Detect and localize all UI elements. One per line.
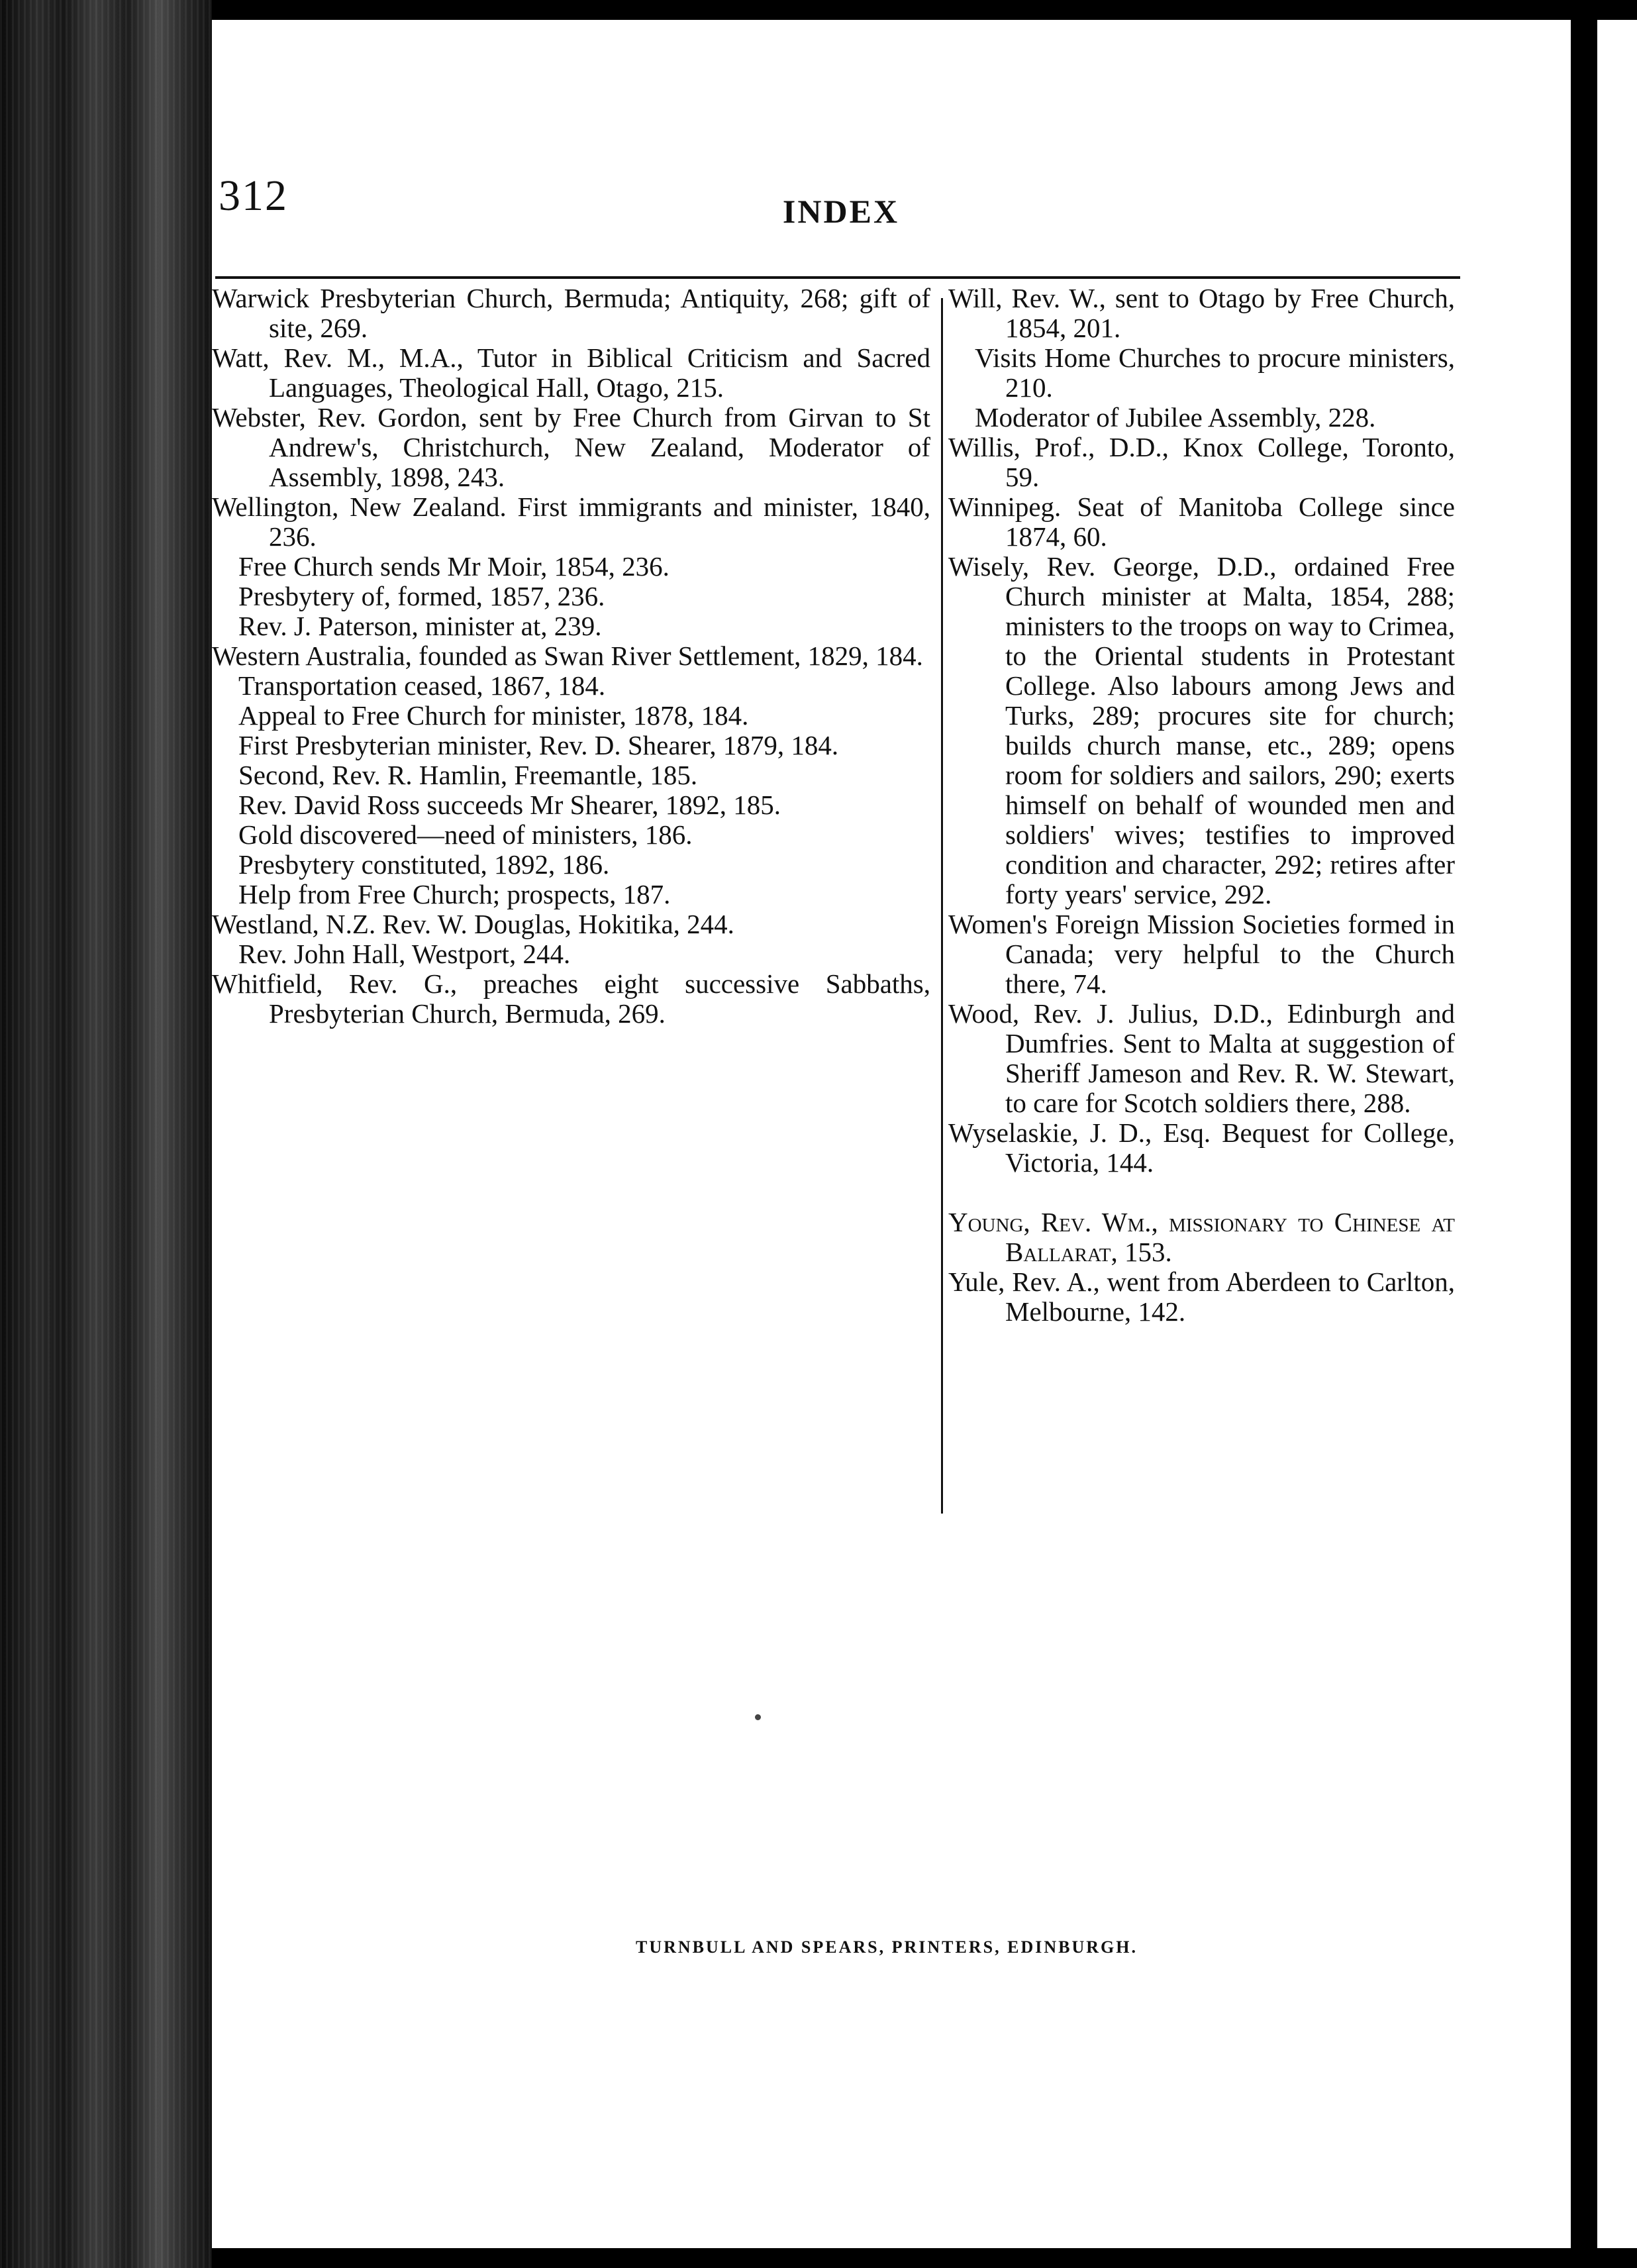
index-subentry: Free Church sends Mr Moir, 1854, 236. [238,551,670,582]
index-entry: Wellington, New Zealand. First immigrants and minister, 1840, 236. [212,491,930,552]
index-subentry: Help from Free Church; prospects, 187. [238,879,671,909]
index-entry: Yule, Rev. A., went from Aberdeen to Carlton, Melbourne, 142. [948,1266,1455,1327]
running-head: INDEX [782,193,900,230]
index-column-right [948,284,1455,1327]
page-number: 312 [219,172,288,220]
index-entry: Young, Rev. Wm., missionary to Chinese at Ballarat, 153. [948,1207,1455,1267]
header-rule [215,276,1460,279]
index-subentry: Visits Home Churches to procure ministers, 210. [975,342,1455,403]
index-entry: Wyselaskie, J. D., Esq. Bequest for College, Victoria, 144. [948,1117,1455,1178]
index-subentry: Presbytery of, formed, 1857, 236. [238,581,605,611]
index-subentry: Rev. J. Paterson, minister at, 239. [238,611,602,641]
index-entry: Willis, Prof., D.D., Knox College, Toronto, 59. [948,432,1455,492]
column-divider [941,298,943,1514]
index-subentry: Rev. John Hall, Westport, 244. [238,939,571,969]
index-entry: Webster, Rev. Gordon, sent by Free Church from Girvan to St Andrew's, Christchurch, New Zealand, Moderator of Assembly, 1898, 243. [212,402,930,492]
index-entry: Watt, Rev. M., M.A., Tutor in Biblical Criticism and Sacred Languages, Theological Hall, Otago, 215. [212,342,930,403]
index-entry: Westland, N.Z. Rev. W. Douglas, Hokitika, 244. [212,909,734,939]
index-column-left [212,284,930,1029]
index-subentry: Second, Rev. R. Hamlin, Freemantle, 185. [238,760,698,790]
printer-ornament-dot [755,1714,761,1720]
index-entry: Women's Foreign Mission Societies formed in Canada; very helpful to the Church there, 74. [948,909,1455,999]
index-entry: Warwick Presbyterian Church, Bermuda; Antiquity, 268; gift of site, 269. [212,283,930,343]
index-entry: Will, Rev. W., sent to Otago by Free Church, 1854, 201. [948,283,1455,343]
index-subentry: Appeal to Free Church for minister, 1878, 184. [238,700,749,731]
facing-page-edge [1597,20,1637,2248]
index-subentry: Gold discovered—need of ministers, 186. [238,819,693,850]
index-entry: Wood, Rev. J. Julius, D.D., Edinburgh and Dumfries. Sent to Malta at suggestion of Sheriff Jameson and Rev. R. W. Stewart, to care for Scotch soldiers there, 288. [948,998,1455,1118]
index-subentry: Transportation ceased, 1867, 184. [238,670,606,701]
printer-imprint: TURNBULL AND SPEARS, PRINTERS, EDINBURGH. [636,1937,1138,1957]
book-gutter-shadow [0,0,212,2268]
index-subentry: Presbytery constituted, 1892, 186. [238,849,610,880]
index-subentry: Rev. David Ross succeeds Mr Shearer, 1892, 185. [238,790,781,820]
index-subentry: First Presbyterian minister, Rev. D. Shearer, 1879, 184. [238,730,839,760]
index-entry: Wisely, Rev. George, D.D., ordained Free Church minister at Malta, 1854, 288; ministers to the troops on way to Crimea, to the Oriental students in Protestant College. Also labours among Jews and Turks, 289; procures site for church; builds church manse, etc., 289; opens room for soldiers and sailors, 290; exerts himself on behalf of wounded men and soldiers' wives; testifies to improved condition and character, 292; retires after forty years' service, 292. [948,551,1455,909]
index-subentry: Moderator of Jubilee Assembly, 228. [975,402,1376,433]
index-entry: Whitfield, Rev. G., preaches eight successive Sabbaths, Presbyterian Church, Bermuda, 269. [212,968,930,1029]
index-entry: Western Australia, founded as Swan River Settlement, 1829, 184. [212,641,923,671]
index-entry: Winnipeg. Seat of Manitoba College since 1874, 60. [948,491,1455,552]
page-edge-shadow [1571,20,1597,2248]
